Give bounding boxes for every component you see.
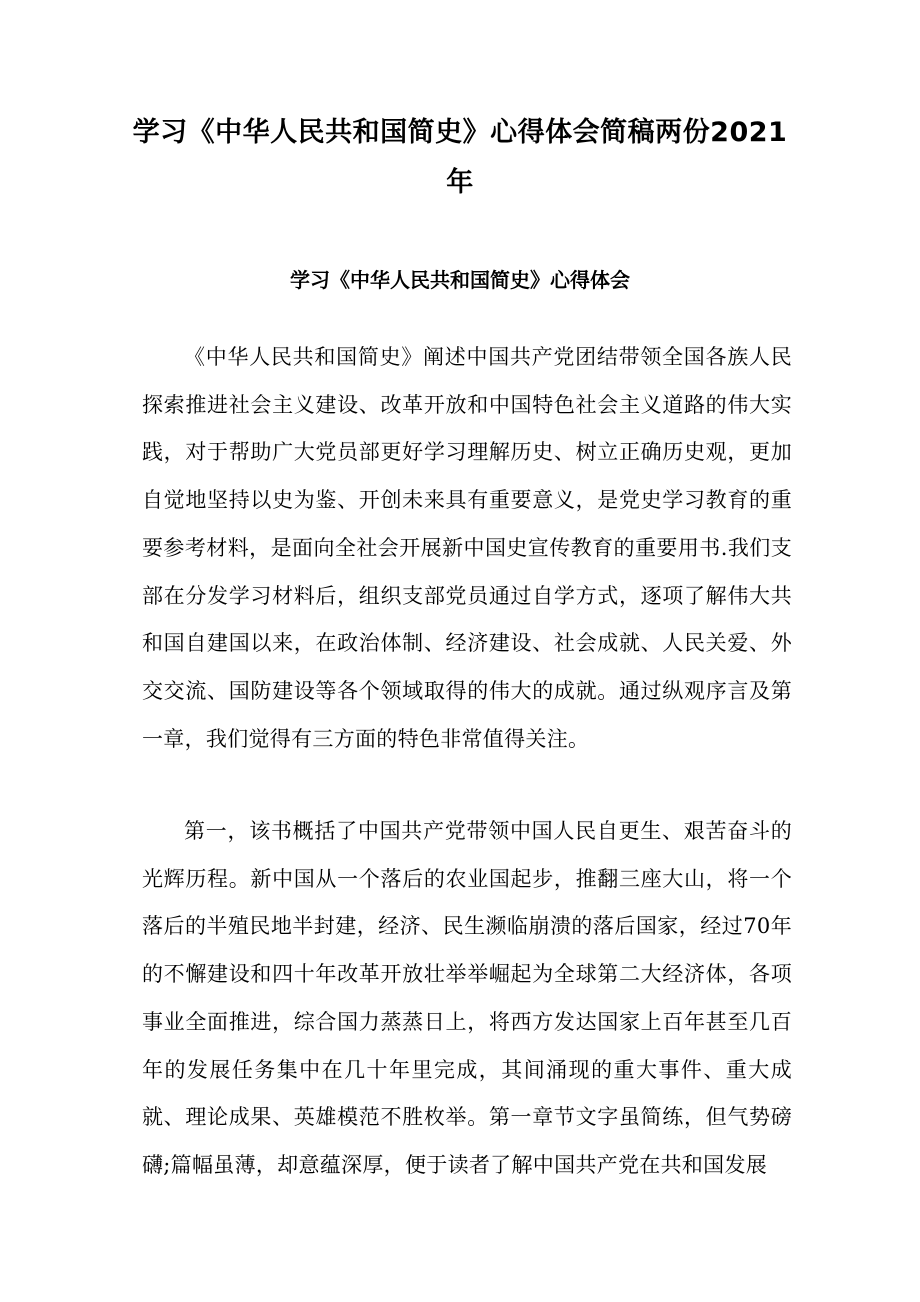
section-heading: 学习《中华人民共和国简史》心得体会 (290, 268, 630, 292)
document-title: 学习《中华人民共和国简史》心得体会简稿两份2021年 (132, 117, 788, 198)
body-paragraph-1: 《中华人民共和国简史》阐述中国共产党团结带领全国各族人民探索推进社会主义建设、改革开放和中国特色社会主义道路的伟大实践，对于帮助广大党员部更好学习理解历史、树立正确历史观，更加自觉地坚持以史为鉴、开创未来具有重要意义，是党史学习教育的重要参考材料，是面向全社会开展新中国史宣传教育的重要用书.我们支部在分发学习材料后，组织支部党员通过自学方式，逐项了解伟大共和国自建国以来，在政治体制、经济建设、社会成就、人民关爱、外交交流、国防建设等各个领域取得的伟大的成就。通过纵观序言及第一章，我们觉得有三方面的特色非常值得关注。 (142, 345, 792, 751)
body-paragraph-2: 第一，该书概括了中国共产党带领中国人民自更生、艰苦奋斗的光辉历程。新中国从一个落后的农业国起步，推翻三座大山，将一个落后的半殖民地半封建，经济、民生濒临崩溃的落后国家，经过70年的不懈建设和四十年改革开放壮举举崛起为全球第二大经济体，各项事业全面推进，综合国力蒸蒸日上，将西方发达国家上百年甚至几百年的发展任务集中在几十年里完成，其间涌现的重大事件、重大成就、理论成果、英雄模范不胜枚举。第一章节文字虽简练，但气势磅礴;篇幅虽薄，却意蕴深厚，便于读者了解中国共产党在共和国发展 (142, 819, 792, 1177)
